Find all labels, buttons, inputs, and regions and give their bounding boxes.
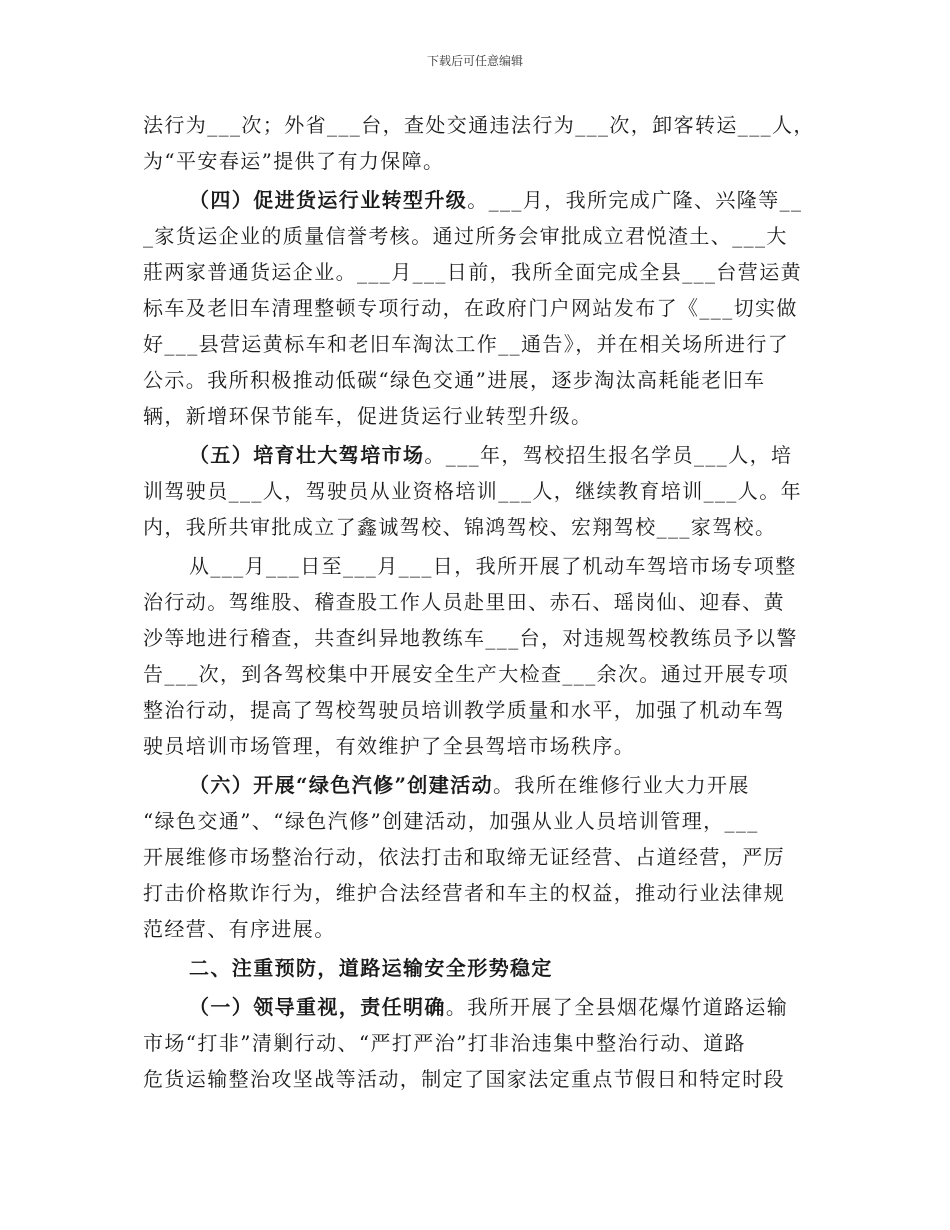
line-text: _家货运企业的质量信誉考核。通过所务会审批成立君悦渣土、___大 <box>143 224 788 248</box>
bold-heading: （四）促进货运行业转型升级 <box>189 188 468 212</box>
text-line <box>143 728 813 764</box>
bold-heading: （五）培育壮大驾培市场 <box>189 443 425 467</box>
line-text: 治行动。驾维股、稽查股工作人员赴里田、赤石、瑶岗仙、迎春、黄 <box>143 590 785 614</box>
text-line <box>143 218 813 254</box>
text-line <box>143 473 813 509</box>
line-text: 内，我所共审批成立了鑫诚驾校、锦鸿驾校、宏翔驾校___家驾校。 <box>143 515 777 539</box>
line-text: 沙等地进行稽查，共查纠异地教练车___台，对违规驾校教练员予以警 <box>143 626 798 650</box>
text-line <box>143 839 813 875</box>
line-text: 。___月，我所完成广隆、兴隆等__ <box>467 188 803 212</box>
text-line <box>143 584 813 620</box>
document-body <box>143 107 813 1097</box>
text-line <box>143 398 813 434</box>
line-text: 法行为___次；外省___台，查处交通违法行为___次，卸客转运___人， <box>143 113 815 137</box>
text-line <box>143 437 813 473</box>
line-text: 范经营、有序进展。 <box>143 917 336 941</box>
text-line <box>143 767 813 803</box>
text-line <box>143 143 813 179</box>
text-line <box>143 875 813 911</box>
text-line <box>143 1025 813 1061</box>
text-line <box>143 950 813 986</box>
line-text: 标车及老旧车清理整顿专项行动，在政府门户网站发布了《___切实做 <box>143 296 798 320</box>
text-line <box>143 692 813 728</box>
text-line <box>143 1061 813 1097</box>
text-line <box>143 656 813 692</box>
line-text: 危货运输整治攻坚战等活动，制定了国家法定重点节假日和特定时段 <box>143 1067 785 1091</box>
text-line <box>143 911 813 947</box>
line-text: 好___县营运黄标车和老旧车淘汰工作__通告》，并在相关场所进行了 <box>143 332 790 356</box>
text-line <box>143 326 813 362</box>
line-text: 开展维修市场整治行动，依法打击和取缔无证经营、占道经营，严厉 <box>143 845 785 869</box>
text-line <box>143 182 813 218</box>
line-text: 训驾驶员___人，驾驶员从业资格培训___人，继续教育培训___人。年 <box>143 479 802 503</box>
bold-heading: （一）领导重视，责任明确 <box>189 995 446 1019</box>
line-text: 。___年，驾校招生报名学员___人，培 <box>424 443 793 467</box>
text-line <box>143 362 813 398</box>
line-text: 莊两家普通货运企业。___月___日前，我所全面完成全县___台营运黄 <box>143 260 802 284</box>
line-text: 驶员培训市场管理，有效维护了全县驾培市场秩序。 <box>143 734 636 758</box>
page-header: 下载后可任意编辑 <box>426 54 523 68</box>
line-text: 为“平安春运”提供了有力保障。 <box>143 149 445 173</box>
line-text: 整治行动，提高了驾校驾驶员培训教学质量和水平，加强了机动车驾 <box>143 698 785 722</box>
line-text: 从___月___日至___月___日，我所开展了机动车驾培市场专项整 <box>189 554 797 578</box>
text-line <box>143 107 813 143</box>
line-text: 市场“打非”清剿行动、“严打严治”打非治违集中整治行动、道路 <box>143 1031 746 1055</box>
text-line <box>143 803 813 839</box>
line-text: 。我所开展了全县烟花爆竹道路运输 <box>445 995 789 1019</box>
text-line <box>143 290 813 326</box>
text-line <box>143 254 813 290</box>
line-text: 告___次，到各驾校集中开展安全生产大检查___余次。通过开展专项 <box>143 662 790 686</box>
line-text: “绿色交通”、“绿色汽修”创建活动，加强从业人员培训管理，___ <box>143 809 759 833</box>
line-text: 打击价格欺诈行为，维护合法经营者和车主的权益，推动行业法律规 <box>143 881 785 905</box>
text-line <box>143 548 813 584</box>
text-line <box>143 989 813 1025</box>
text-line <box>143 509 813 545</box>
line-text: 公示。我所积极推动低碳“绿色交通”进展，逐步淘汰高耗能老旧车 <box>143 368 766 392</box>
text-line <box>143 620 813 656</box>
line-text: 。我所在维修行业大力开展 <box>493 773 750 797</box>
line-text: 辆，新增环保节能车，促进货运行业转型升级。 <box>143 404 593 428</box>
bold-heading: （六）开展“绿色汽修”创建活动 <box>189 773 494 797</box>
bold-heading: 二、注重预防，道路运输安全形势稳定 <box>189 956 553 980</box>
